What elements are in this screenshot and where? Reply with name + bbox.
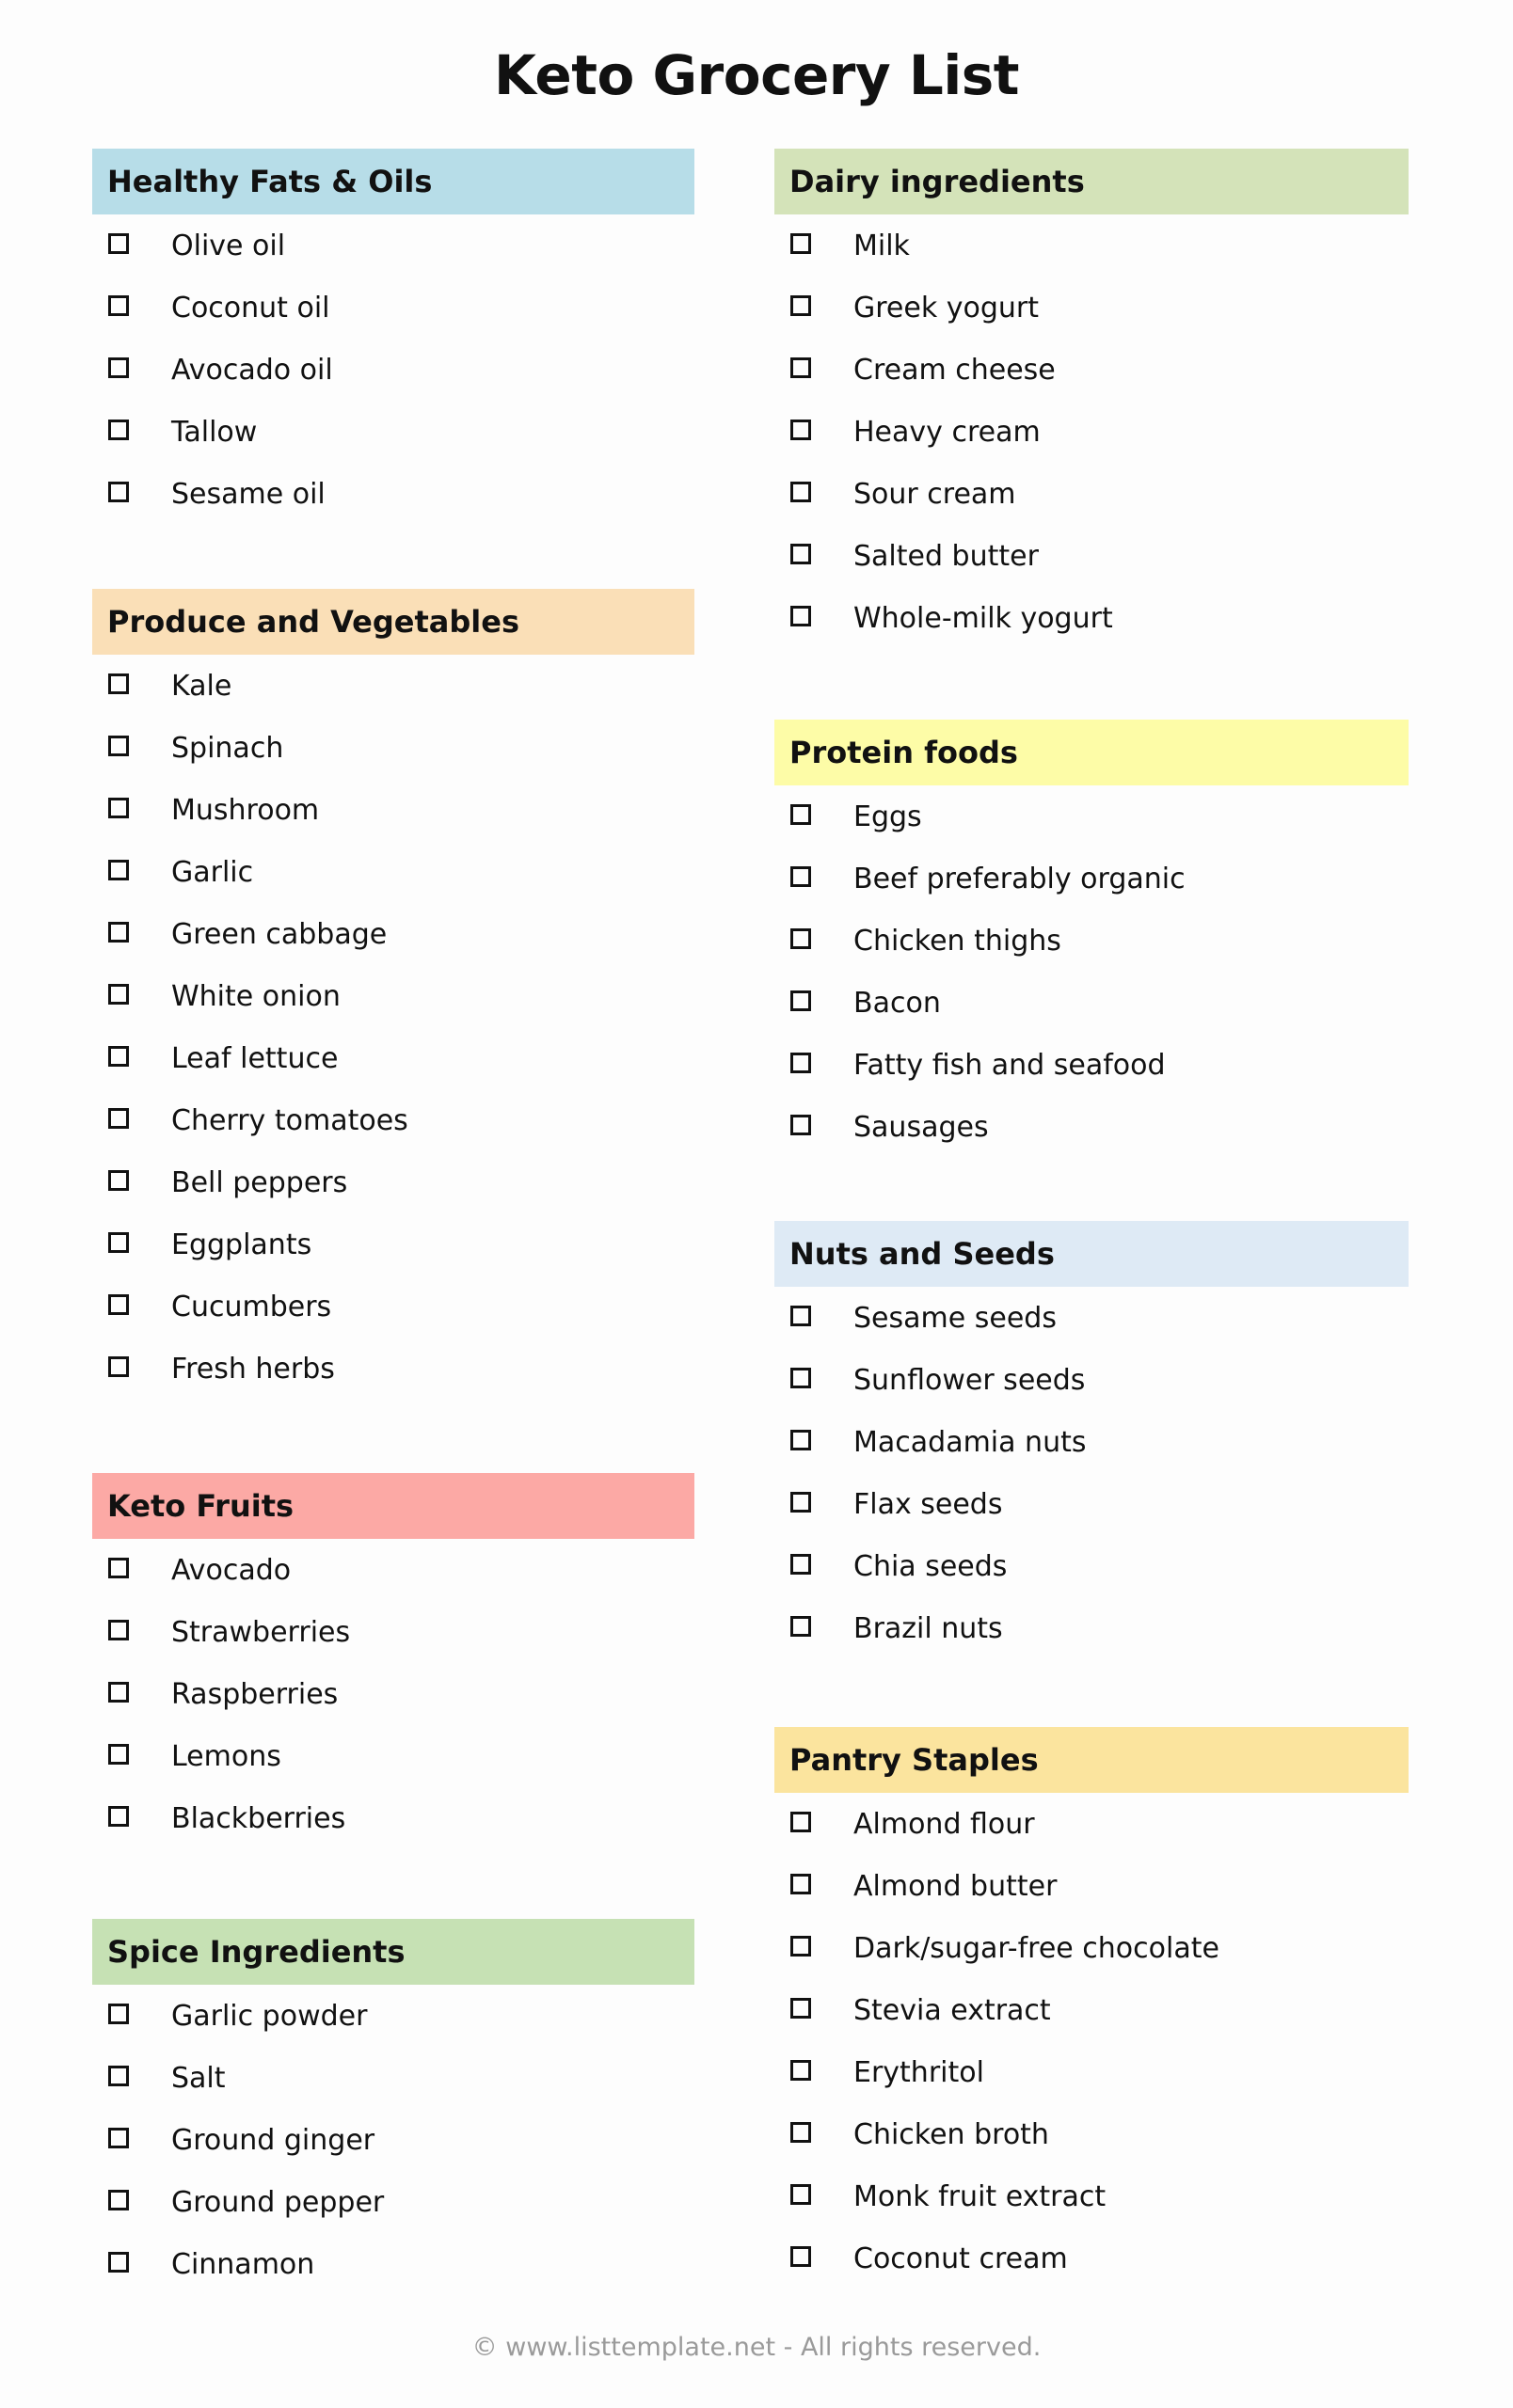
item-label: Garlic	[171, 855, 254, 889]
list-item	[774, 2041, 1409, 2103]
list-item	[92, 2109, 694, 2171]
checkbox[interactable]	[108, 798, 129, 818]
list-item	[774, 277, 1409, 339]
list-item	[774, 1855, 1409, 1917]
checkbox[interactable]	[108, 2066, 129, 2086]
checkbox[interactable]	[108, 1620, 129, 1640]
checkbox[interactable]	[108, 2128, 129, 2148]
item-label: Sour cream	[853, 477, 1016, 511]
list-item	[774, 1597, 1409, 1659]
item-label: Chicken broth	[853, 2117, 1049, 2151]
item-label: Fatty fish and seafood	[853, 1048, 1166, 1082]
checkbox[interactable]	[108, 860, 129, 880]
checkbox[interactable]	[108, 420, 129, 440]
list-item	[774, 1411, 1409, 1473]
checkbox[interactable]	[790, 2184, 811, 2205]
item-label: Sesame oil	[171, 477, 326, 511]
checklist	[92, 1985, 694, 2295]
item-label: Monk fruit extract	[853, 2179, 1107, 2213]
section-header: Pantry Staples	[774, 1727, 1409, 1793]
section-fats	[92, 149, 694, 525]
item-label: Erythritol	[853, 2055, 984, 2089]
list-item	[92, 779, 694, 841]
item-label: Greek yogurt	[853, 291, 1040, 325]
checkbox[interactable]	[108, 1806, 129, 1827]
checkbox[interactable]	[108, 482, 129, 502]
checkbox[interactable]	[108, 1558, 129, 1578]
section-header: Spice Ingredients	[92, 1919, 694, 1985]
checkbox[interactable]	[790, 357, 811, 378]
checkbox[interactable]	[790, 482, 811, 502]
list-item	[774, 910, 1409, 972]
list-item	[92, 277, 694, 339]
section-spice	[92, 1919, 694, 2295]
item-label: Blackberries	[171, 1801, 346, 1835]
item-label: Kale	[171, 669, 232, 703]
checklist	[774, 214, 1409, 649]
item-label: Bacon	[853, 986, 941, 1020]
list-item	[92, 655, 694, 717]
section-header: Produce and Vegetables	[92, 589, 694, 655]
list-item	[92, 841, 694, 903]
item-label: Cinnamon	[171, 2247, 315, 2281]
list-item	[774, 1535, 1409, 1597]
list-item	[774, 339, 1409, 401]
item-label: Fresh herbs	[171, 1352, 335, 1386]
checkbox[interactable]	[790, 1492, 811, 1513]
item-label: Sunflower seeds	[853, 1363, 1086, 1397]
list-item	[92, 1663, 694, 1725]
checkbox[interactable]	[790, 1812, 811, 1832]
checkbox[interactable]	[108, 1170, 129, 1191]
list-item	[774, 2103, 1409, 2165]
checkbox[interactable]	[790, 606, 811, 626]
list-item	[774, 2165, 1409, 2227]
list-item	[92, 214, 694, 277]
checkbox[interactable]	[790, 2060, 811, 2081]
checkbox[interactable]	[108, 1294, 129, 1315]
item-label: Leaf lettuce	[171, 1041, 339, 1075]
checkbox[interactable]	[790, 1053, 811, 1073]
checkbox[interactable]	[108, 984, 129, 1005]
list-item	[92, 1338, 694, 1400]
item-label: Avocado oil	[171, 353, 333, 387]
list-item	[774, 587, 1409, 649]
list-item	[92, 1213, 694, 1275]
list-item	[92, 717, 694, 779]
checkbox[interactable]	[790, 544, 811, 564]
item-label: Bell peppers	[171, 1165, 348, 1199]
checkbox[interactable]	[108, 1232, 129, 1253]
item-label: Brazil nuts	[853, 1611, 1003, 1645]
item-label: Lemons	[171, 1739, 281, 1773]
checkbox[interactable]	[108, 736, 129, 756]
checkbox[interactable]	[790, 2122, 811, 2143]
item-label: Eggs	[853, 800, 922, 833]
item-label: Salt	[171, 2061, 226, 2095]
checkbox[interactable]	[790, 295, 811, 316]
list-item	[774, 401, 1409, 463]
checkbox[interactable]	[790, 1874, 811, 1894]
item-label: Dark/sugar-free chocolate	[853, 1931, 1219, 1965]
checklist	[92, 655, 694, 1400]
item-label: Heavy cream	[853, 415, 1041, 449]
list-item	[774, 1034, 1409, 1096]
list-item	[92, 1725, 694, 1787]
list-item	[92, 1539, 694, 1601]
checkbox[interactable]	[790, 928, 811, 949]
list-item	[774, 214, 1409, 277]
list-item	[92, 1275, 694, 1338]
checkbox[interactable]	[108, 1046, 129, 1067]
item-label: Macadamia nuts	[853, 1425, 1087, 1459]
item-label: Sausages	[853, 1110, 989, 1144]
checklist	[92, 214, 694, 525]
checkbox[interactable]	[790, 1554, 811, 1575]
checkbox[interactable]	[108, 1682, 129, 1703]
checklist	[774, 1287, 1409, 1659]
item-label: Whole-milk yogurt	[853, 601, 1113, 635]
checkbox[interactable]	[790, 804, 811, 825]
item-label: Cherry tomatoes	[171, 1103, 408, 1137]
item-label: Beef preferably organic	[853, 862, 1186, 895]
checkbox[interactable]	[108, 233, 129, 254]
list-item	[774, 1287, 1409, 1349]
checkbox[interactable]	[108, 295, 129, 316]
checkbox[interactable]	[790, 1115, 811, 1135]
checkbox[interactable]	[108, 1744, 129, 1765]
item-label: Tallow	[171, 415, 258, 449]
item-label: Raspberries	[171, 1677, 339, 1711]
list-item	[774, 848, 1409, 910]
list-item	[774, 1096, 1409, 1158]
list-item	[92, 1027, 694, 1089]
section-pantry	[774, 1727, 1409, 2289]
checkbox[interactable]	[790, 1306, 811, 1326]
item-label: Coconut oil	[171, 291, 330, 325]
item-label: Ground pepper	[171, 2185, 385, 2219]
list-item	[774, 972, 1409, 1034]
list-item	[774, 1979, 1409, 2041]
list-item	[92, 463, 694, 525]
section-header: Healthy Fats & Oils	[92, 149, 694, 214]
item-label: Strawberries	[171, 1615, 351, 1649]
checkbox[interactable]	[790, 1430, 811, 1450]
checkbox[interactable]	[790, 1998, 811, 2019]
item-label: Chia seeds	[853, 1549, 1008, 1583]
list-item	[92, 1089, 694, 1151]
checkbox[interactable]	[790, 2246, 811, 2267]
item-label: Avocado	[171, 1553, 292, 1587]
checkbox[interactable]	[790, 1368, 811, 1388]
list-item	[92, 903, 694, 965]
list-item	[92, 2047, 694, 2109]
section-nuts	[774, 1221, 1409, 1659]
list-item	[92, 339, 694, 401]
section-fruits	[92, 1473, 694, 1849]
item-label: Cream cheese	[853, 353, 1056, 387]
list-item	[774, 1917, 1409, 1979]
checkbox[interactable]	[790, 1936, 811, 1956]
checkbox[interactable]	[790, 990, 811, 1011]
item-label: Sesame seeds	[853, 1301, 1057, 1335]
item-label: Flax seeds	[853, 1487, 1003, 1521]
section-header: Keto Fruits	[92, 1473, 694, 1539]
checklist	[774, 785, 1409, 1158]
item-label: Olive oil	[171, 229, 286, 262]
item-label: Mushroom	[171, 793, 320, 827]
list-item	[774, 463, 1409, 525]
section-dairy	[774, 149, 1409, 649]
checkbox[interactable]	[108, 922, 129, 943]
checkbox[interactable]	[108, 1108, 129, 1129]
list-item	[92, 965, 694, 1027]
checkbox[interactable]	[108, 2190, 129, 2210]
section-header: Nuts and Seeds	[774, 1221, 1409, 1287]
checkbox[interactable]	[790, 866, 811, 887]
list-item	[92, 1151, 694, 1213]
checkbox[interactable]	[790, 1616, 811, 1637]
section-protein	[774, 720, 1409, 1158]
checkbox[interactable]	[108, 357, 129, 378]
list-item	[92, 401, 694, 463]
item-label: Almond butter	[853, 1869, 1058, 1903]
item-label: Eggplants	[171, 1228, 312, 1261]
item-label: Ground ginger	[171, 2123, 375, 2157]
item-label: Salted butter	[853, 539, 1039, 573]
copyright-footer: © www.listtemplate.net - All rights reserved.	[471, 2333, 1042, 2362]
list-item	[774, 2227, 1409, 2289]
checkbox[interactable]	[108, 673, 129, 694]
checkbox[interactable]	[790, 233, 811, 254]
item-label: Garlic powder	[171, 1999, 368, 2033]
list-item	[92, 1601, 694, 1663]
checkbox[interactable]	[108, 2252, 129, 2273]
list-item	[774, 1793, 1409, 1855]
checkbox[interactable]	[108, 2004, 129, 2024]
section-produce	[92, 589, 694, 1400]
checklist	[92, 1539, 694, 1849]
checkbox[interactable]	[108, 1356, 129, 1377]
checklist	[774, 1793, 1409, 2289]
list-item	[774, 525, 1409, 587]
list-item	[774, 1473, 1409, 1535]
list-item	[92, 2233, 694, 2295]
item-label: Stevia extract	[853, 1993, 1051, 2027]
list-item	[92, 1787, 694, 1849]
section-header: Dairy ingredients	[774, 149, 1409, 214]
item-label: Almond flour	[853, 1807, 1035, 1841]
item-label: Green cabbage	[171, 917, 388, 951]
item-label: Coconut cream	[853, 2242, 1068, 2275]
item-label: Chicken thighs	[853, 924, 1061, 958]
list-item	[774, 1349, 1409, 1411]
item-label: White onion	[171, 979, 341, 1013]
list-item	[92, 2171, 694, 2233]
section-header: Protein foods	[774, 720, 1409, 785]
list-item	[92, 1985, 694, 2047]
item-label: Spinach	[171, 731, 284, 765]
item-label: Cucumbers	[171, 1290, 332, 1323]
list-item	[774, 785, 1409, 848]
page-title: Keto Grocery List	[494, 43, 1019, 107]
checkbox[interactable]	[790, 420, 811, 440]
item-label: Milk	[853, 229, 910, 262]
